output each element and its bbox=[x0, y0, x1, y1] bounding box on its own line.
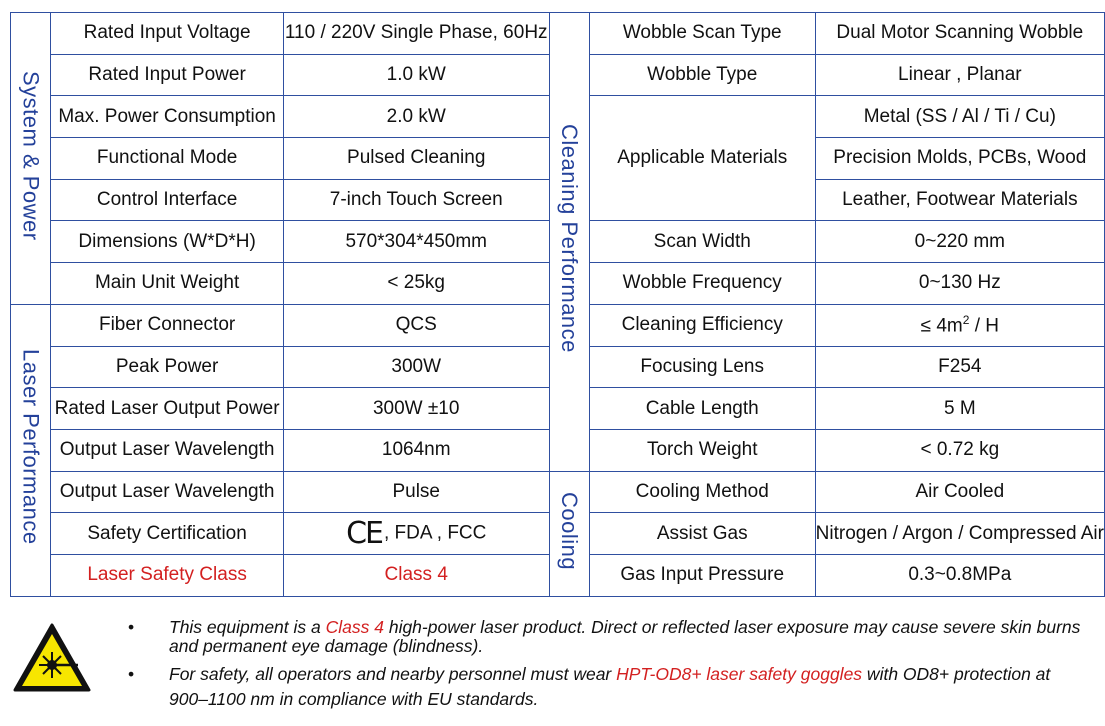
spec-value: 300W bbox=[283, 346, 549, 388]
spec-value: Precision Molds, PCBs, Wood bbox=[815, 138, 1104, 180]
spec-label: Output Laser Wavelength bbox=[51, 471, 284, 513]
spec-value: F254 bbox=[815, 346, 1104, 388]
spec-value: Pulse bbox=[283, 471, 549, 513]
safety-notes bbox=[0, 612, 1105, 722]
spec-value: Class 4 bbox=[283, 554, 549, 596]
spec-value: Linear , Planar bbox=[815, 54, 1104, 96]
section-system-power: System & Power bbox=[11, 13, 51, 305]
spec-label: Cooling Method bbox=[589, 471, 815, 513]
spec-value: 300W ±10 bbox=[283, 388, 549, 430]
spec-label: Fiber Connector bbox=[51, 304, 284, 346]
spec-value: < 0.72 kg bbox=[815, 429, 1104, 471]
spec-label: Scan Width bbox=[589, 221, 815, 263]
spec-label: Laser Safety Class bbox=[51, 554, 284, 596]
spec-value: 1.0 kW bbox=[283, 54, 549, 96]
spec-value: 0~130 Hz bbox=[815, 263, 1104, 305]
spec-label: Rated Input Voltage bbox=[51, 13, 284, 55]
ce-mark-icon: CE bbox=[346, 516, 382, 552]
spec-label: Rated Input Power bbox=[51, 54, 284, 96]
spec-value: Air Cooled bbox=[815, 471, 1104, 513]
spec-value: QCS bbox=[283, 304, 549, 346]
spec-label: Applicable Materials bbox=[589, 96, 815, 221]
spec-value: 1064nm bbox=[283, 429, 549, 471]
spec-label: Cleaning Efficiency bbox=[589, 304, 815, 346]
spec-value: 7-inch Touch Screen bbox=[283, 179, 549, 221]
spec-table bbox=[10, 12, 1105, 597]
spec-value: Leather, Footwear Materials bbox=[815, 179, 1104, 221]
spec-value: CE , FDA , FCC bbox=[283, 513, 549, 555]
note-item: • This equipment is a Class 4 high-power laser product. Direct or reflected laser exposure may cause severe skin burns and permanent eye damage (blindness). bbox=[128, 617, 1081, 656]
section-cooling: Cooling bbox=[549, 471, 589, 596]
section-laser-performance: Laser Performance bbox=[11, 304, 51, 596]
spec-value: 0~220 mm bbox=[815, 221, 1104, 263]
spec-value: ≤ $4m^2$ / H bbox=[815, 304, 1104, 346]
spec-value: Pulsed Cleaning bbox=[283, 138, 549, 180]
spec-label: Assist Gas bbox=[589, 513, 815, 555]
spec-label: Gas Input Pressure bbox=[589, 554, 815, 596]
spec-label: Torch Weight bbox=[589, 429, 815, 471]
spec-value: Dual Motor Scanning Wobble bbox=[815, 13, 1104, 55]
spec-label: Wobble Scan Type bbox=[589, 13, 815, 55]
spec-label: Cable Length bbox=[589, 388, 815, 430]
spec-value: Metal (SS / Al / Ti / Cu) bbox=[815, 96, 1104, 138]
notes-list bbox=[128, 618, 1088, 718]
spec-value: Nitrogen / Argon / Compressed Air bbox=[815, 513, 1104, 555]
spec-label: Focusing Lens bbox=[589, 346, 815, 388]
spec-label: Peak Power bbox=[51, 346, 284, 388]
note-item: • For safety, all operators and nearby personnel must wear HPT-OD8+ laser safety goggles with OD8+ protection at 900–1100 nm in compliance with EU standards. bbox=[128, 664, 1051, 709]
spec-label: Wobble Type bbox=[589, 54, 815, 96]
spec-label: Safety Certification bbox=[51, 513, 284, 555]
spec-value: 5 M bbox=[815, 388, 1104, 430]
spec-label: Control Interface bbox=[51, 179, 284, 221]
spec-label: Functional Mode bbox=[51, 138, 284, 180]
spec-label: Wobble Frequency bbox=[589, 263, 815, 305]
spec-label: Max. Power Consumption bbox=[51, 96, 284, 138]
spec-label: Dimensions (W*D*H) bbox=[51, 221, 284, 263]
spec-label: Output Laser Wavelength bbox=[51, 429, 284, 471]
laser-warning-icon bbox=[12, 622, 92, 694]
spec-label: Rated Laser Output Power bbox=[51, 388, 284, 430]
spec-value: 0.3~0.8MPa bbox=[815, 554, 1104, 596]
spec-label: Main Unit Weight bbox=[51, 263, 284, 305]
spec-value: 110 / 220V Single Phase, 60Hz bbox=[283, 13, 549, 55]
spec-value: 570*304*450mm bbox=[283, 221, 549, 263]
spec-value: < 25kg bbox=[283, 263, 549, 305]
spec-value: 2.0 kW bbox=[283, 96, 549, 138]
section-cleaning-performance: Cleaning Performance bbox=[549, 13, 589, 472]
